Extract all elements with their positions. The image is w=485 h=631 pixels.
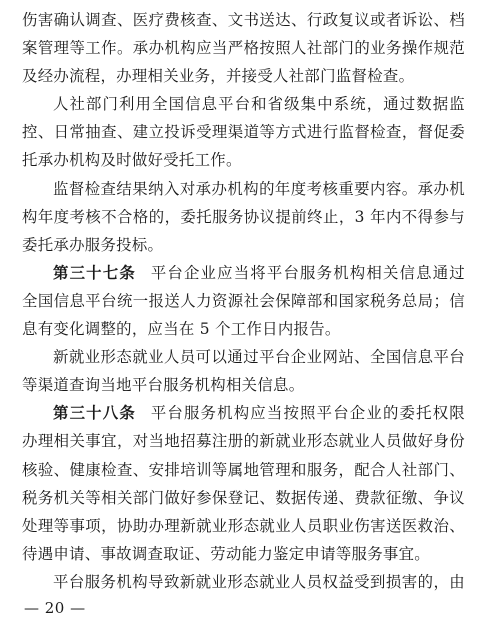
text-line: 人社部门利用全国信息平台和省级集中系统，通过数据监 [53, 95, 465, 114]
page-number: — 20 — [24, 599, 86, 617]
text-line: 案管理等工作。承办机构应当严格按照人社部门的业务操作规范 [22, 39, 465, 58]
text-line: 平台服务机构导致新就业形态就业人员权益受到损害的，由 [53, 572, 465, 591]
document-page [22, 6, 465, 596]
text-line: 新就业形态就业人员可以通过平台企业网站、全国信息平台 [53, 348, 465, 367]
text-line: 及经办流程，办理相关业务，并接受人社部门监督检查。 [22, 67, 415, 86]
text-line: 托承办机构及时做好受托工作。 [22, 151, 242, 170]
text-line: 待遇申请、事故调查取证、劳动能力鉴定申请等服务事宜。 [22, 544, 430, 563]
article-38-heading: 第三十八条 [53, 404, 136, 423]
text-line: 控、日常抽查、建立投诉受理渠道等方式进行监督检查，督促委 [22, 123, 465, 142]
text-line: 息有变化调整的，应当在 5 个工作日内报告。 [22, 320, 341, 339]
article-37-line [22, 259, 465, 287]
text-line: 监督检查结果纳入对承办机构的年度考核重要内容。承办机 [53, 179, 465, 198]
article-37-text: 平台企业应当将平台服务机构相关信息通过 [149, 263, 465, 282]
article-38-text: 平台服务机构应当按照平台企业的委托权限 [149, 404, 465, 423]
text-line: 等渠道查询当地平台服务机构相关信息。 [22, 376, 305, 395]
article-37-heading: 第三十七条 [53, 263, 136, 282]
text-line: 税务机关等相关部门做好参保登记、数据传递、费款征缴、争议 [22, 488, 465, 507]
text-line: 全国信息平台统一报送人力资源社会保障部和国家税务总局；信 [22, 291, 465, 310]
text-line: 核验、健康检查、安排培训等属地管理和服务，配合人社部门、 [22, 460, 465, 479]
text-line: 伤害确认调查、医疗费核查、文书送达、行政复议或者诉讼、档 [22, 11, 465, 29]
body-text [22, 6, 465, 596]
text-line: 办理相关事宜，对当地招募注册的新就业形态就业人员做好身份 [22, 432, 465, 451]
text-line: 构年度考核不合格的，委托服务协议提前终止，3 年内不得参与 [22, 207, 465, 226]
article-38-line [22, 399, 465, 427]
text-line: 委托承办服务投标。 [22, 235, 164, 254]
text-line: 处理等事项，协助办理新就业形态就业人员职业伤害送医救治、 [22, 516, 465, 535]
